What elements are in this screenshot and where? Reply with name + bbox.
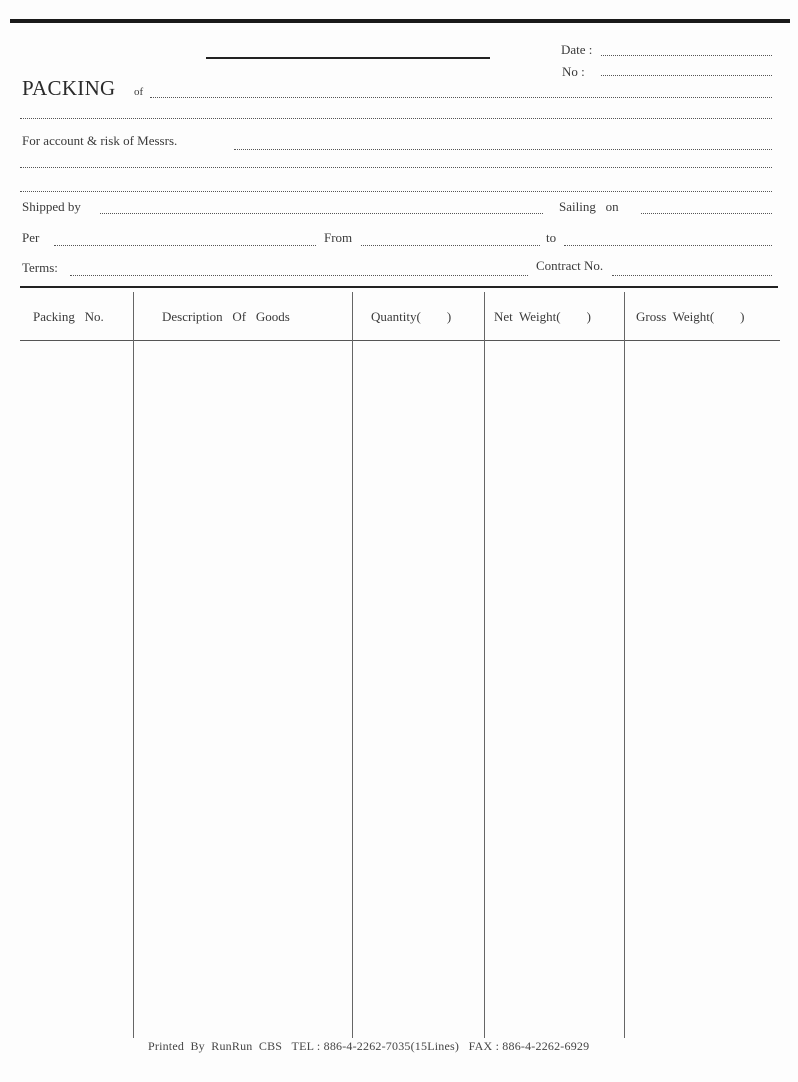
no-label: No : — [562, 64, 585, 79]
top-border-rule — [10, 19, 790, 23]
shipped-by-label: Shipped by — [22, 199, 81, 214]
terms-field[interactable] — [70, 275, 528, 276]
header-quantity: Quantity( ) — [371, 309, 452, 324]
from-field[interactable] — [361, 245, 540, 246]
no-field[interactable] — [601, 75, 772, 76]
column-divider — [352, 292, 353, 1038]
terms-label: Terms: — [22, 260, 58, 275]
quantity-column[interactable] — [354, 342, 483, 1032]
column-divider — [484, 292, 485, 1038]
table-top-rule — [20, 286, 778, 288]
messrs-field-line-2[interactable] — [20, 167, 772, 168]
of-field[interactable] — [150, 97, 772, 98]
gross-weight-column[interactable] — [626, 342, 778, 1032]
header-description: Description Of Goods — [162, 309, 290, 324]
title-blank-line — [206, 57, 490, 59]
header-packing-no: Packing No. — [33, 309, 104, 324]
sailing-on-label: Sailing on — [559, 199, 619, 214]
sailing-on-field[interactable] — [641, 213, 772, 214]
per-field[interactable] — [54, 245, 316, 246]
of-label: of — [134, 86, 144, 98]
column-divider — [624, 292, 625, 1038]
net-weight-column[interactable] — [486, 342, 623, 1032]
header-gross-weight: Gross Weight( ) — [636, 309, 745, 324]
messrs-field-line-3[interactable] — [20, 191, 772, 192]
to-field[interactable] — [564, 245, 772, 246]
printer-footer: Printed By RunRun CBS TEL : 886-4-2262-7035(15Lines) FAX : 886-4-2262-6929 — [148, 1039, 590, 1053]
contract-no-field[interactable] — [612, 275, 772, 276]
from-label: From — [324, 230, 353, 245]
document-title: PACKING — [22, 76, 116, 100]
column-divider — [133, 292, 134, 1038]
blank-line-1[interactable] — [20, 118, 772, 119]
date-label: Date : — [561, 42, 593, 57]
to-label: to — [546, 230, 557, 245]
shipped-by-field[interactable] — [100, 213, 543, 214]
per-label: Per — [22, 230, 40, 245]
header-bottom-rule — [20, 340, 780, 341]
date-field[interactable] — [601, 55, 772, 56]
packing-no-column[interactable] — [20, 342, 132, 1032]
messrs-field[interactable] — [234, 149, 772, 150]
header-net-weight: Net Weight( ) — [494, 309, 591, 324]
description-column[interactable] — [135, 342, 351, 1032]
contract-no-label: Contract No. — [536, 258, 604, 273]
messrs-label: For account & risk of Messrs. — [22, 133, 178, 148]
